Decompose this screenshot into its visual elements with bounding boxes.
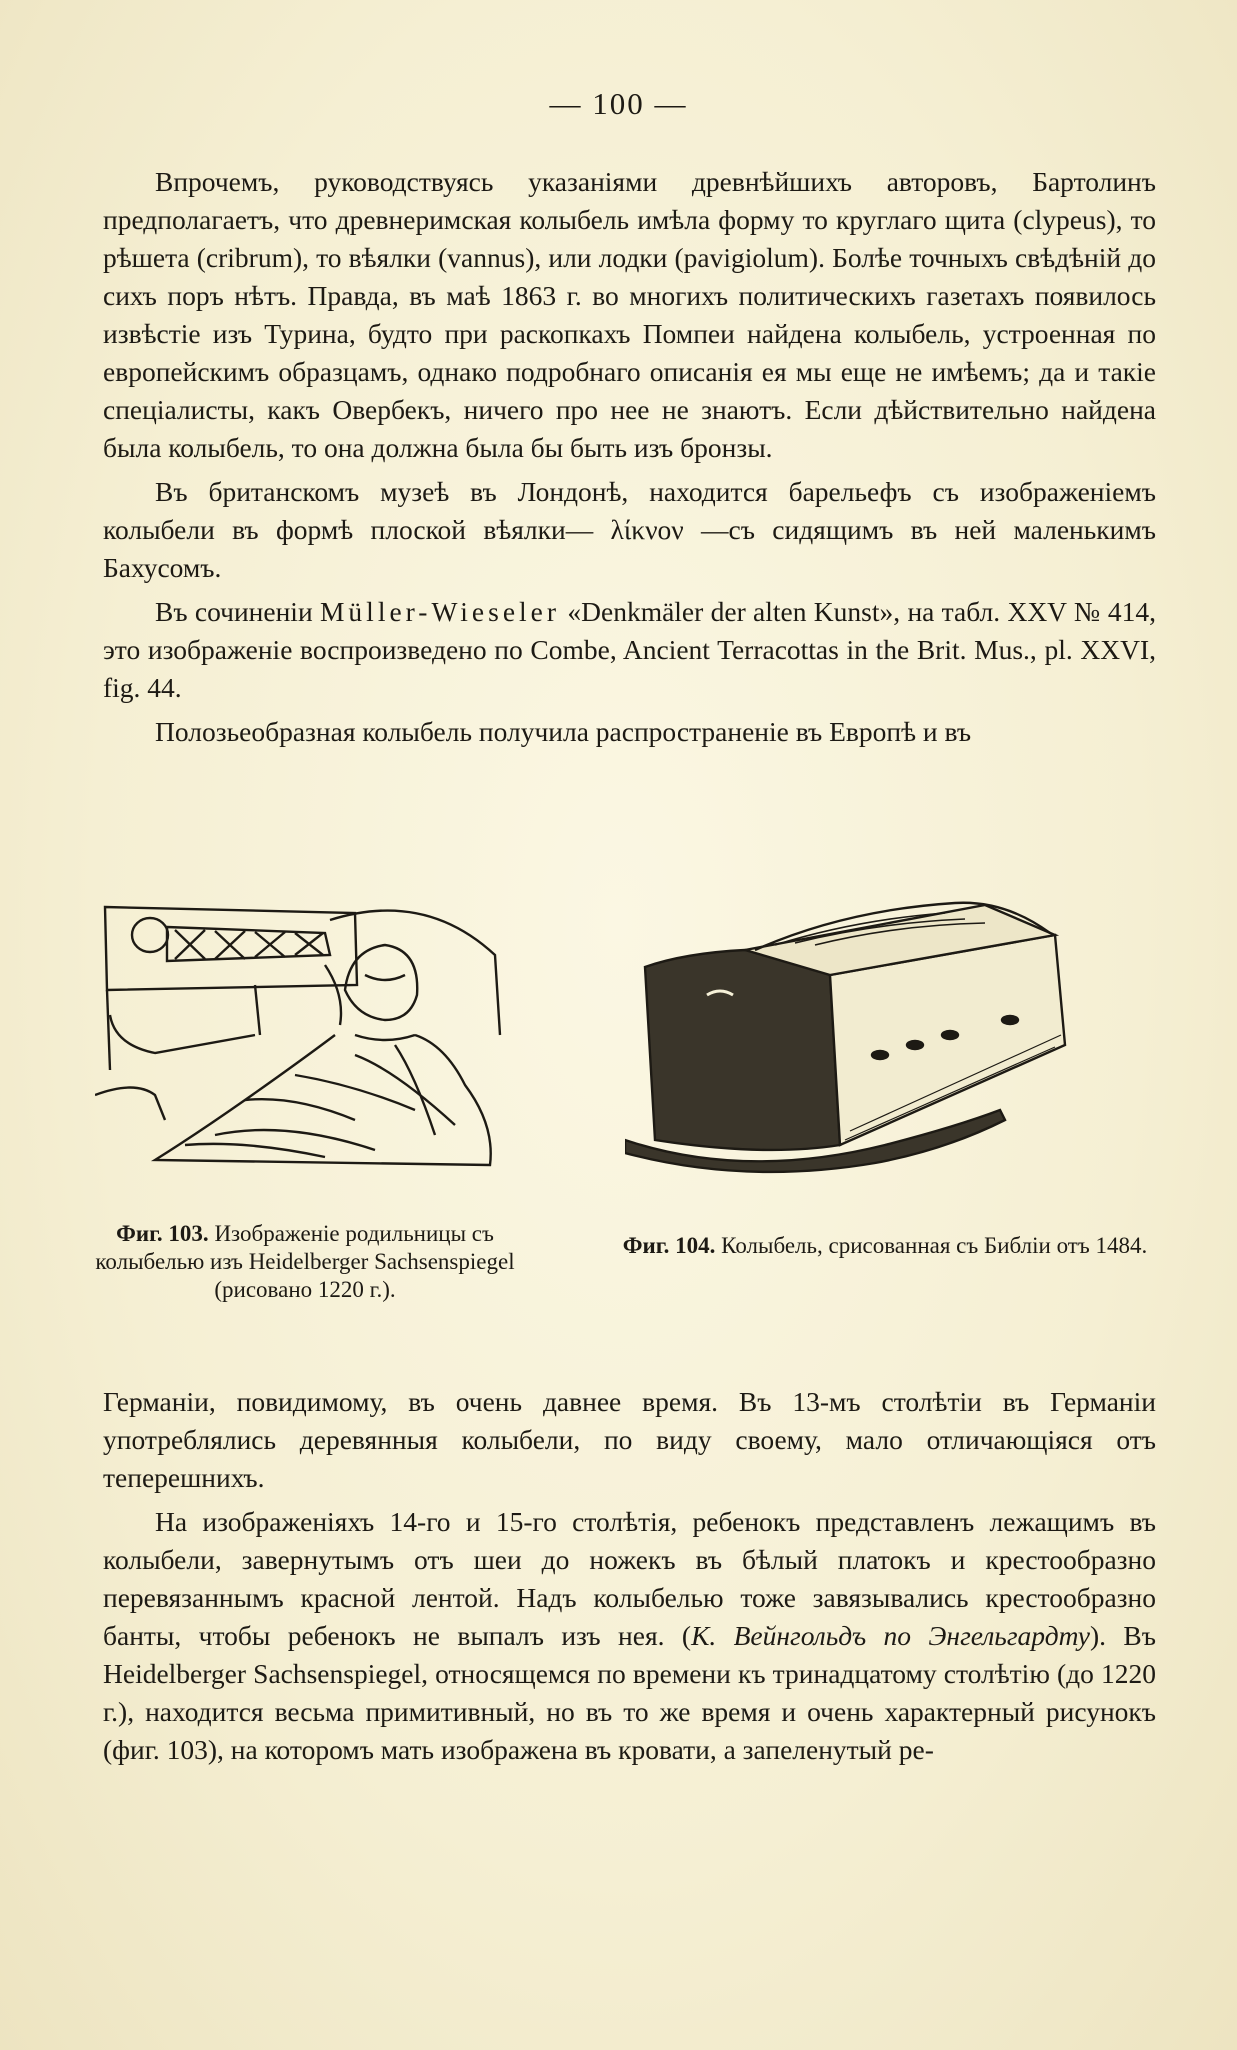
paragraph-4-continued: Германіи, повидимому, въ очень давнее время. Въ 13-мъ столѣтіи въ Германіи употреблялись деревянныя колыбели, по виду своему, мало отличающіяся отъ теперешнихъ.: [103, 1386, 1156, 1493]
text-block-top: [103, 163, 1156, 757]
rocking-cradle-drawing: [625, 895, 1110, 1175]
paragraph-3-after: «Denkmäler der alten Kunst», на табл. XXV № 414, это изображеніе воспроизведено по Combe, Ancient Terracottas in the Brit. Mus., pl. XXVI, fig. 44.: [103, 596, 1156, 703]
paragraph-5-citation: К. Вейнгольдъ по Энгельгардту: [691, 1620, 1090, 1651]
figure-103-label: Фиг. 103.: [116, 1221, 209, 1246]
figure-104-label: Фиг. 104.: [622, 1233, 716, 1258]
paragraph-5-after: ). Въ Heidelberger Sachsenspiegel, относящемся по времени къ тринадцатому столѣтію (до 1220 г.), находится весьма примитивный, но въ то же время и очень характерный рисунокъ (фиг. 103), на которомъ мать изображена въ кровати, а запеленутый ре-: [103, 1620, 1156, 1765]
figure-104-caption-text: Колыбель, срисованная съ Библіи отъ 1484.: [721, 1233, 1148, 1258]
text-block-bottom: [103, 1383, 1156, 1775]
figure-104-caption: [615, 1232, 1155, 1260]
mother-cradle-drawing: [95, 895, 510, 1185]
paragraph-1: Впрочемъ, руководствуясь указаніями древнѣйшихъ авторовъ, Бартолинъ предполагаетъ, что древнеримская колыбель имѣла форму то круглаго щита (clypeus), то рѣшета (cribrum), то вѣялки (vannus), или лодки (pavigiolum). Болѣе точныхъ свѣдѣній до сихъ поръ нѣтъ. Правда, въ маѣ 1863 г. во многихъ политическихъ газетахъ появилось извѣстіе изъ Турина, будто при раскопкахъ Помпеи найдена колыбель, устроенная по европейскимъ образцамъ, однако подробнаго описанія ея мы еще не имѣемъ; да и такіе спеціалисты, какъ Овербекъ, ничего про нее не знаютъ. Если дѣйствительно найдена была колыбель, то она должна была бы быть изъ бронзы.: [103, 166, 1156, 463]
figure-103-illustration: [95, 895, 510, 1185]
paragraph-4-start: Полозьеобразная колыбель получила распространеніе въ Европѣ и въ: [155, 716, 972, 747]
figure-103-caption: [95, 1220, 515, 1304]
paragraph-3-authors: Müller-Wieseler: [319, 596, 561, 627]
page-number: — 100 —: [549, 86, 688, 121]
paragraph-5: [103, 1503, 1156, 1769]
figure-103-caption-text: Изображеніе родильницы съ колыбелью изъ Heidelberger Sachsenspiegel (рисовано 1220 г.).: [95, 1221, 515, 1302]
paragraph-3: [103, 593, 1156, 707]
paragraph-3-before: Въ сочиненіи: [155, 596, 320, 627]
paragraph-5-before: На изображеніяхъ 14-го и 15-го столѣтія, ребенокъ представленъ лежащимъ въ колыбели, завернутымъ отъ шеи до ножекъ въ бѣлый платокъ и крестообразно перевязаннымъ красной лентой. Надъ колыбелью тоже завязывались крестообразно банты, чтобы ребенокъ не выпалъ изъ нея. (: [103, 1506, 1156, 1651]
figure-104-illustration: [625, 895, 1110, 1175]
paragraph-2: Въ британскомъ музеѣ въ Лондонѣ, находится барельефъ съ изображеніемъ колыбели въ формѣ плоской вѣялки— λίκνον —съ сидящимъ въ ней маленькимъ Бахусомъ.: [103, 476, 1156, 583]
